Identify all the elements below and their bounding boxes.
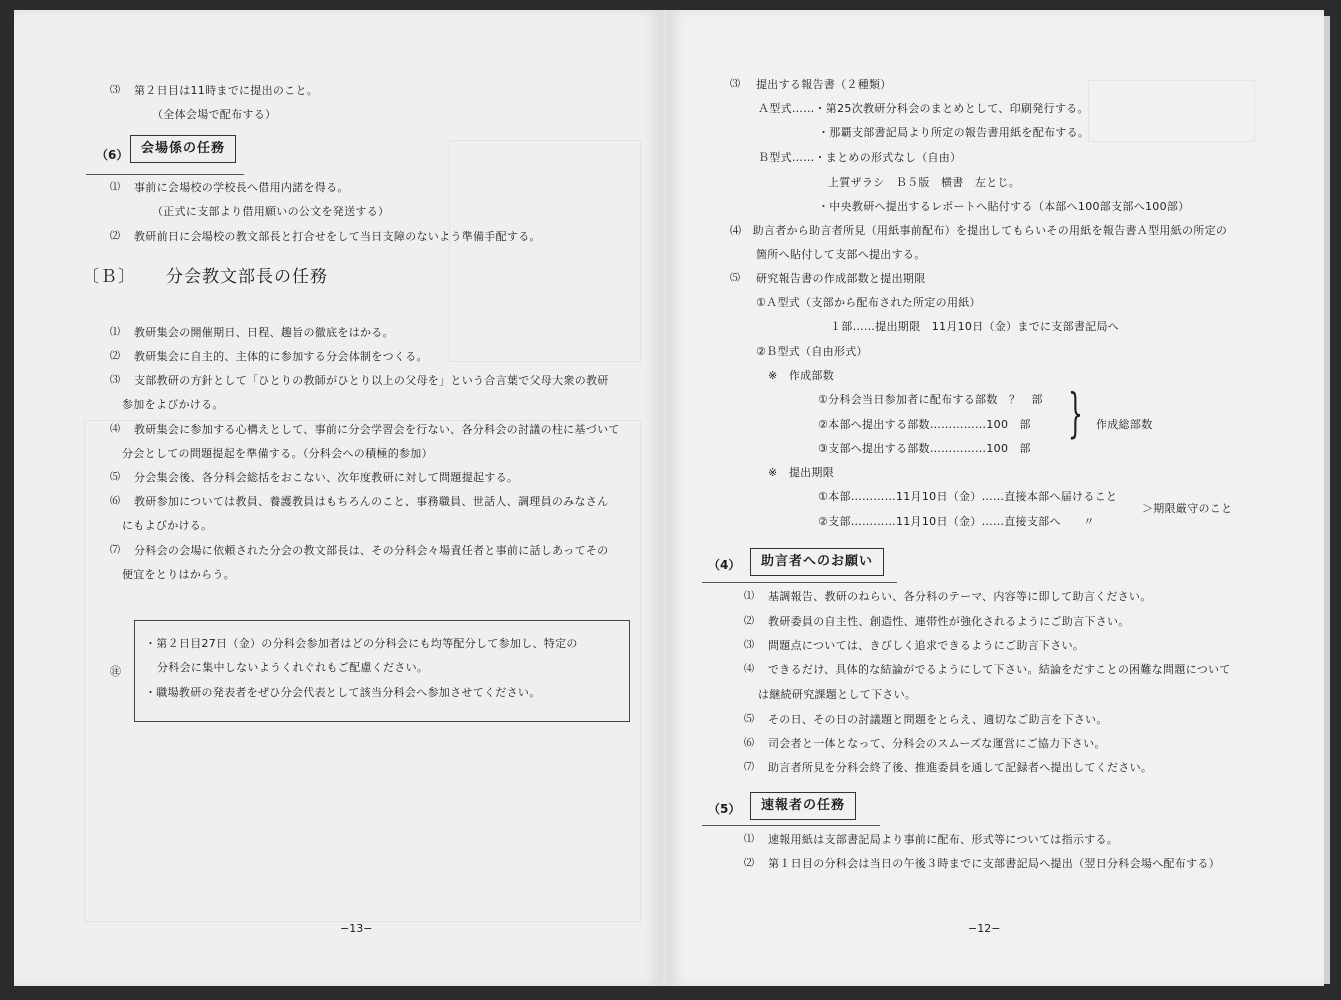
item-number: ⑶ bbox=[110, 375, 120, 386]
section-title-box: 速報者の任務 bbox=[750, 792, 856, 820]
item-number: ⑶ bbox=[110, 85, 120, 96]
a-type-line: Ａ型式……・第25次教研分科会のまとめとして、印刷発行する。 bbox=[758, 102, 1089, 115]
note-box bbox=[134, 620, 630, 722]
item-text: 支部教研の方針として「ひとりの教師がひとり以上の父母を」という合言葉で父母大衆の教研 bbox=[134, 374, 609, 387]
count-line: ③支部へ提出する部数……………100 部 bbox=[818, 442, 1031, 455]
item-text: 分会としての問題提起を準備する。（分科会への積極的参加） bbox=[122, 447, 433, 460]
item-text: 問題点については、きびしく追求できるようにご助言下さい。 bbox=[768, 639, 1085, 652]
brace: } bbox=[1068, 384, 1083, 444]
item-text: 基調報告、教研のねらい、各分科のテーマ、内容等に即して助言ください。 bbox=[768, 590, 1152, 603]
item-text: 提出する報告書（２種類） bbox=[756, 78, 892, 91]
page-edge bbox=[1324, 16, 1330, 984]
item-text: 事前に会場校の学校長へ借用内諾を得る。 bbox=[134, 181, 349, 194]
item-text: その日、その日の討議題と問題をとらえ、適切なご助言を下さい。 bbox=[768, 713, 1108, 726]
section-b-label: 〔Ｂ〕 bbox=[82, 267, 136, 287]
count-header: ※ 作成部数 bbox=[768, 369, 835, 382]
item-text: 便宜をとりはからう。 bbox=[122, 568, 235, 581]
page-12 bbox=[668, 10, 1324, 986]
total-label: 作成総部数 bbox=[1096, 418, 1153, 431]
item-number: ⑷ bbox=[744, 664, 754, 675]
section-underline bbox=[86, 174, 244, 175]
b-type-line: Ｂ型式……・まとめの形式なし（自由） bbox=[758, 151, 962, 164]
item-number: ⑵ bbox=[744, 616, 754, 627]
note-line: 分科会に集中しないようくれぐれもご配慮ください。 bbox=[157, 661, 429, 674]
item-subtext: （全体会場で配布する） bbox=[152, 108, 277, 121]
b-type-line: ・中央教研へ提出するレポートへ貼付する（本部へ100部支部へ100部） bbox=[818, 200, 1190, 213]
item-text: 教研委員の自主性、創造性、連帯性が強化されるようにご助言下さい。 bbox=[768, 615, 1130, 628]
item-number: ⑸ bbox=[744, 714, 754, 725]
item-number: ⑶ bbox=[730, 79, 740, 90]
b-type-line: 上質ザラシ Ｂ５版 横書 左とじ。 bbox=[828, 176, 1021, 189]
item-number: ⑴ bbox=[110, 182, 120, 193]
section-title-box: 会場係の任務 bbox=[130, 135, 236, 163]
section-number: （6） bbox=[96, 148, 129, 162]
page-13 bbox=[14, 10, 662, 986]
item-number: ⑵ bbox=[110, 231, 120, 242]
item-text: 研究報告書の作成部数と提出期限 bbox=[756, 272, 926, 285]
item-text: できるだけ、具体的な結論がでるようにして下さい。結論をだすことの困難な問題について bbox=[768, 663, 1231, 676]
item-text: 教研集会に参加する心構えとして、事前に分会学習会を行ない、各分科会の討議の柱に基づいて bbox=[134, 423, 620, 436]
item-text: 参加をよびかける。 bbox=[122, 398, 224, 411]
item-text: 教研集会に自主的、主体的に参加する分会体制をつくる。 bbox=[134, 350, 428, 363]
count-line: ①分科会当日参加者に配布する部数 ？ 部 bbox=[818, 393, 1043, 406]
item-text: 教研集会の開催期日、日程、趣旨の徹底をはかる。 bbox=[134, 326, 394, 339]
item-number: ⑵ bbox=[744, 858, 754, 869]
item-number: ⑴ bbox=[744, 834, 754, 845]
count-line: ②本部へ提出する部数……………100 部 bbox=[818, 418, 1031, 431]
item-number: ⑴ bbox=[744, 591, 754, 602]
item-text: 速報用紙は支部書記局より事前に配布、形式等については指示する。 bbox=[768, 833, 1119, 846]
page-number: −12− bbox=[968, 922, 1001, 935]
strict-label: ＞期限厳守のこと bbox=[1142, 502, 1233, 515]
section-number: （4） bbox=[708, 558, 741, 572]
item-text: 司会者と一体となって、分科会のスムーズな運営にご協力下さい。 bbox=[768, 737, 1106, 750]
item-number: ⑸ bbox=[110, 472, 120, 483]
deadline-line: ②支部…………11月10日（金）……直接支部へ 〃 bbox=[818, 515, 1095, 528]
item-number: ⑹ bbox=[110, 496, 120, 507]
section-title-box: 助言者へのお願い bbox=[750, 548, 884, 576]
bleed-through-box bbox=[1088, 80, 1255, 142]
item-text: 教研参加については教員、養護教員はもちろんのこと、事務職員、世話人、調理員のみなさん bbox=[134, 495, 609, 508]
bleed-through-table bbox=[449, 140, 641, 362]
item-text: 教研前日に会場校の教文部長と打合せをして当日支障のないよう準備手配する。 bbox=[134, 230, 541, 243]
item-number: ⑶ bbox=[744, 640, 754, 651]
deadline-line: ①本部…………11月10日（金）……直接本部へ届けること bbox=[818, 490, 1118, 503]
item-text: 第１日目の分科会は当日の午後３時までに支部書記局へ提出（翌日分科会場へ配布する） bbox=[768, 857, 1220, 870]
item-text: 第２日目は11時までに提出のこと。 bbox=[134, 84, 319, 97]
item-text: 箇所へ貼付して支部へ提出する。 bbox=[756, 248, 926, 261]
item-text: 分科会の会場に依頼された分会の教文部長は、その分科会々場責任者と事前に話しあってその bbox=[134, 544, 609, 557]
a-type-label: ①Ａ型式（支部から配布された所定の用紙） bbox=[756, 296, 981, 309]
section-number: （5） bbox=[708, 802, 741, 816]
item-text: にもよびかける。 bbox=[122, 519, 213, 532]
item-number: ⑸ bbox=[730, 273, 740, 284]
item-text: 助言者所見を分科会終了後、推進委員を通して記録者へ提出してください。 bbox=[768, 761, 1153, 774]
page-number: −13− bbox=[340, 922, 373, 935]
item-number: ⑴ bbox=[110, 327, 120, 338]
note-line: ・職場教研の発表者をぜひ分会代表として該当分科会へ参加させてください。 bbox=[145, 686, 541, 699]
item-text: （正式に支部より借用願いの公文を発送する） bbox=[152, 205, 390, 218]
section-b-title: 分会教文部長の任務 bbox=[166, 267, 328, 287]
note-line: ・第２日目27日（金）の分科会参加者はどの分科会にも均等配分して参加し、特定の bbox=[145, 637, 578, 650]
section-underline bbox=[702, 825, 880, 826]
item-number: ⑹ bbox=[744, 738, 754, 749]
deadline-header: ※ 提出期限 bbox=[768, 466, 835, 479]
item-text: 分会集会後、各分科会総括をおこない、次年度教研に対して問題提起する。 bbox=[134, 471, 519, 484]
item-text: ⑷ 助言者から助言者所見（用紙事前配布）を提出してもらいその用紙を報告書Ａ型用紙の所定の bbox=[730, 224, 1228, 237]
item-text: は継続研究課題として下さい。 bbox=[758, 688, 917, 701]
item-number: ⑷ bbox=[110, 424, 120, 435]
section-underline bbox=[702, 582, 897, 583]
note-mark: ㊟ bbox=[110, 665, 121, 678]
item-number: ⑺ bbox=[110, 545, 120, 556]
item-number: ⑵ bbox=[110, 351, 120, 362]
a-type-detail: １部……提出期限 11月10日（金）までに支部書記局へ bbox=[830, 320, 1120, 333]
item-number: ⑺ bbox=[744, 762, 754, 773]
a-type-line: ・那覇支部書記局より所定の報告書用紙を配布する。 bbox=[818, 126, 1090, 139]
b-type-label: ②Ｂ型式（自由形式） bbox=[756, 345, 868, 358]
